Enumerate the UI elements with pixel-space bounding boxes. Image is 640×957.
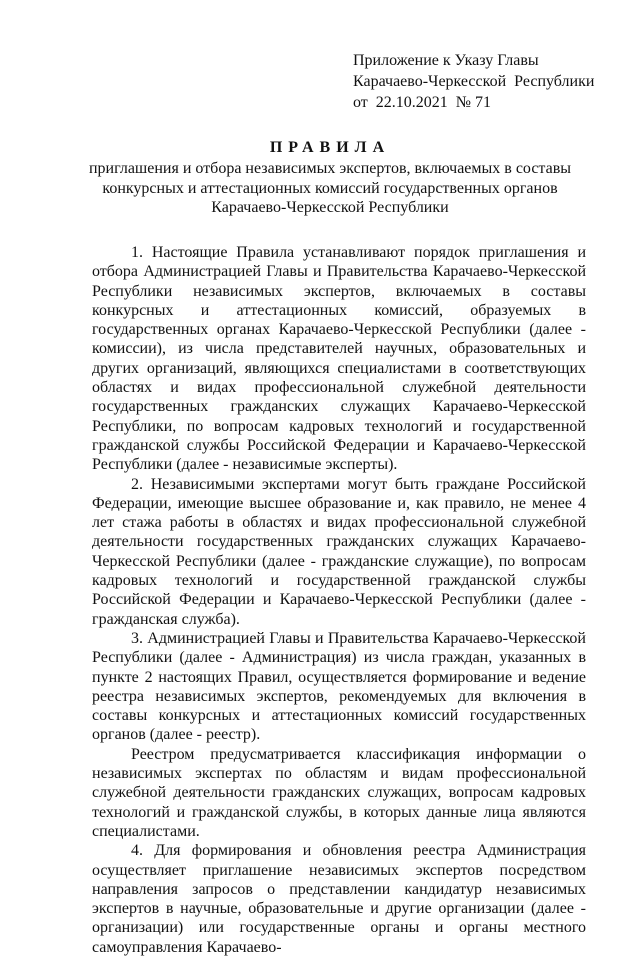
- subtitle-line-2: конкурсных и аттестационных комиссий государственных органов: [102, 179, 558, 197]
- appendix-line-3: от 22.10.2021 № 71: [353, 94, 492, 111]
- title-block: [60, 137, 600, 218]
- subtitle-line-3: Карачаево-Черкесской Республики: [211, 199, 449, 216]
- paragraph-4: 4. Для формирования и обновления реестра Администрация осуществляет приглашение независимых экспертов посредством направления запросов о представлении кандидатур независимых экспертов в научные, образовательные и другие организации (далее - организации) или государственные органы и органы местного самоуправления Карачаево-: [92, 842, 586, 956]
- appendix-header: [353, 50, 594, 113]
- appendix-line-1: Приложение к Указу Главы: [353, 52, 539, 69]
- paragraph-1: 1. Настоящие Правила устанавливают порядок приглашения и отбора Администрацией Главы и Правительства Карачаево-Черкесской Республики независимых экспертов, включаемых в составы конкурсных и аттестационных комиссий, образуемых в государственных органах Карачаево-Черкесской Республики (далее - комиссии), из числа представителей научных, образовательных и других организаций, являющихся специалистами в соответствующих областях и видах профессиональной служебной деятельности государственных гражданских служащих Карачаево-Черкесской Республики, по вопросам кадровых технологий и государственной гражданской службы Российской Федерации и Карачаево-Черкесской Республики (далее - независимые эксперты).: [92, 244, 586, 474]
- appendix-line-2: Карачаево-Черкесской Республики: [353, 73, 595, 90]
- paragraph-2: 2. Независимыми экспертами могут быть граждане Российской Федерации, имеющие высшее образование и, как правило, не менее 4 лет стажа работы в областях и видах профессиональной служебной деятельности государственных гражданских служащих Карачаево-Черкесской Республики (далее - гражданские служащие), по вопросам кадровых технологий и государственной гражданской службы Российской Федерации и Карачаево-Черкесской Республики (далее - гражданская служба).: [92, 475, 586, 628]
- paragraph-3: 3. Администрацией Главы и Правительства Карачаево-Черкесской Республики (далее - Администрация) из числа граждан, указанных в пункте 2 настоящих Правил, осуществляется формирование и ведение реестра независимых экспертов, рекомендуемых для включения в составы конкурсных и аттестационных комиссий государственных органов (далее - реестр).: [92, 629, 586, 744]
- document-title: ПРАВИЛА: [269, 139, 391, 156]
- subtitle-line-1: приглашения и отбора независимых экспертов, включаемых в составы: [88, 160, 572, 177]
- document-body: [92, 243, 586, 957]
- paragraph-3-continued: Реестром предусматривается классификация информации о независимых экспертах по областям и видам профессиональной служебной деятельности гражданских служащих, вопросам кадровых технологий и гражданской службы, в которых данные лица являются специалистами.: [92, 745, 586, 840]
